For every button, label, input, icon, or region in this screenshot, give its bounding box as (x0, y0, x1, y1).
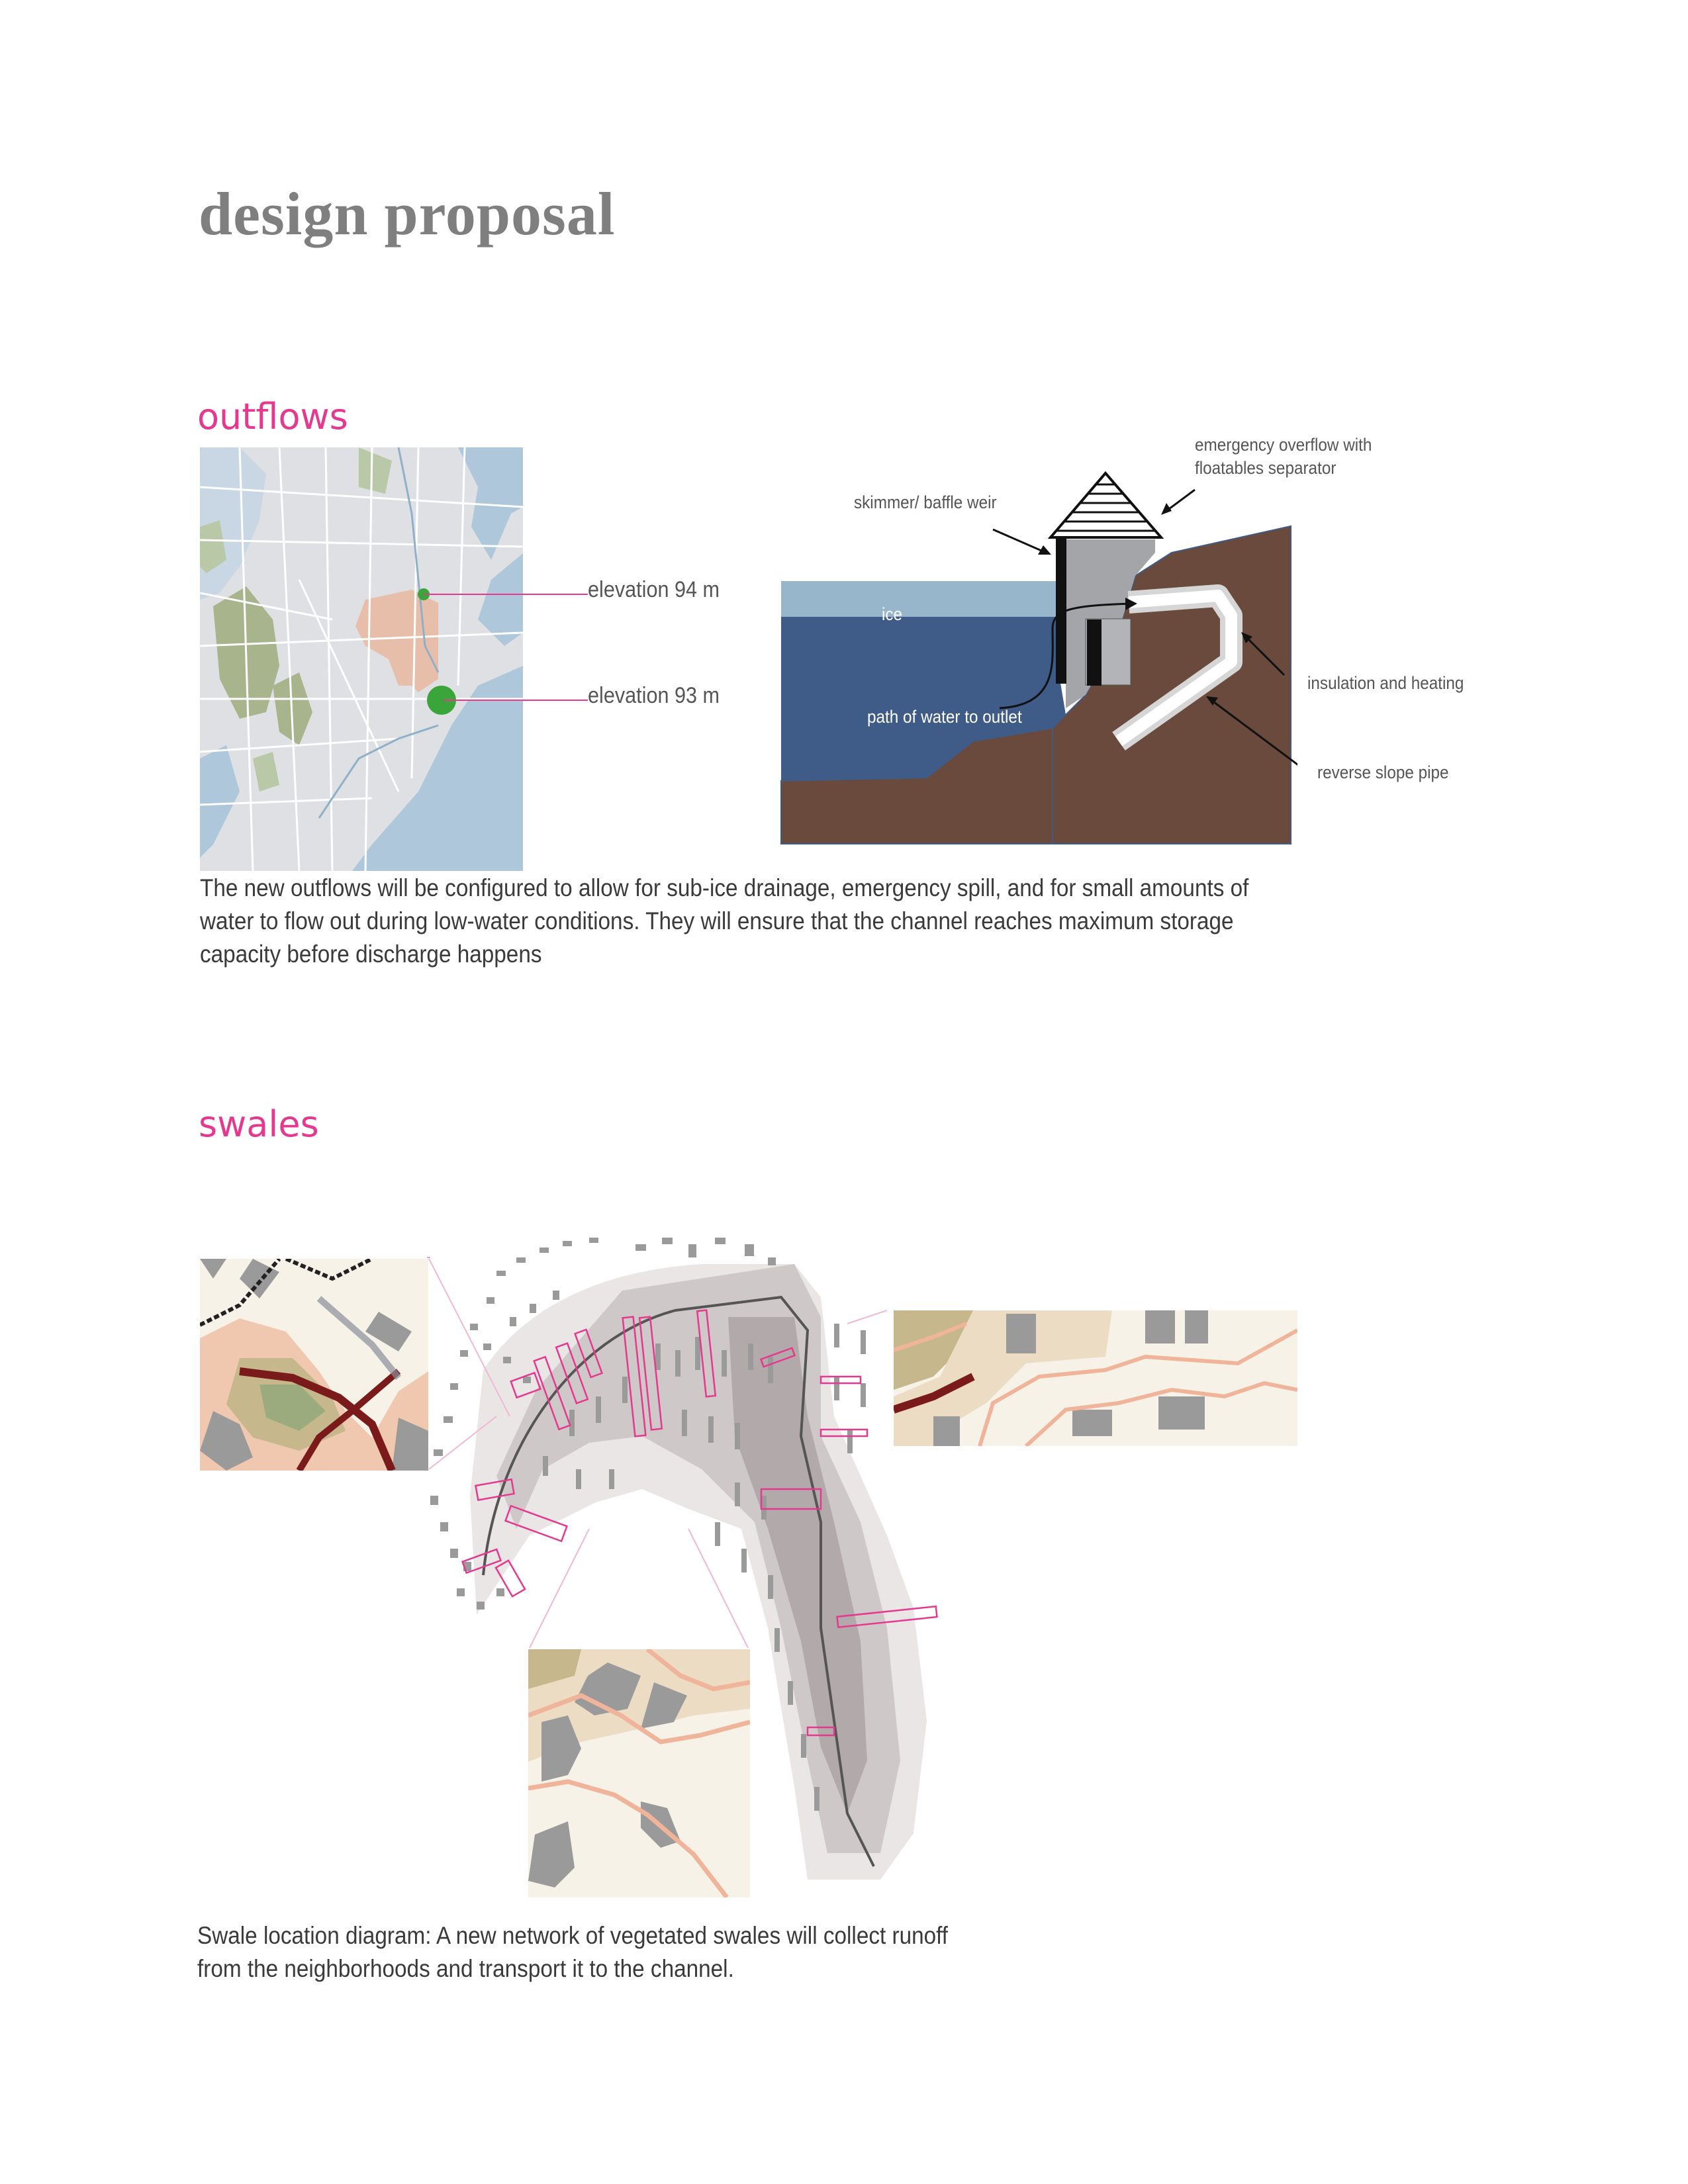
outflows-caption-line: water to flow out during low-water conditions. They will ensure that the channel reaches maximum storage (200, 907, 1234, 934)
outflows-caption-line: The new outflows will be configured to allow for sub-ice drainage, emergency spill, and for small amounts of (200, 874, 1249, 901)
skimmer-label: skimmer/ baffle weir (854, 492, 997, 512)
swale-detail-east (894, 1310, 1297, 1446)
reverse-pipe-label: reverse slope pipe (1317, 762, 1449, 782)
elevation-94-label: elevation 94 m (588, 577, 720, 602)
ice-label: ice (882, 604, 903, 624)
insulation-label: insulation and heating (1307, 673, 1464, 693)
outflows-caption (200, 872, 1391, 971)
water-path-label: path of water to outlet (867, 707, 1022, 727)
outflows-heading: outflows (197, 396, 348, 437)
map-leader-lines (424, 582, 589, 702)
outflow-section-diagram (774, 463, 1297, 854)
swales-heading: swales (199, 1103, 319, 1145)
swale-detail-northwest (200, 1259, 428, 1471)
page-title: design proposal (199, 180, 616, 248)
swales-caption (197, 1919, 1091, 1985)
elevation-93-label: elevation 93 m (588, 683, 720, 708)
swales-caption-line: from the neighborhoods and transport it to the channel. (197, 1955, 734, 1982)
outflows-caption-line: capacity before discharge happens (200, 940, 542, 968)
swales-caption-line: Swale location diagram: A new network of vegetated swales will collect runoff (197, 1922, 949, 1949)
detail-connector-lines (424, 1251, 887, 1655)
emergency-overflow-label-2: floatables separator (1195, 458, 1336, 478)
emergency-overflow-label-1: emergency overflow with (1195, 435, 1372, 455)
swale-detail-south (528, 1649, 750, 1897)
